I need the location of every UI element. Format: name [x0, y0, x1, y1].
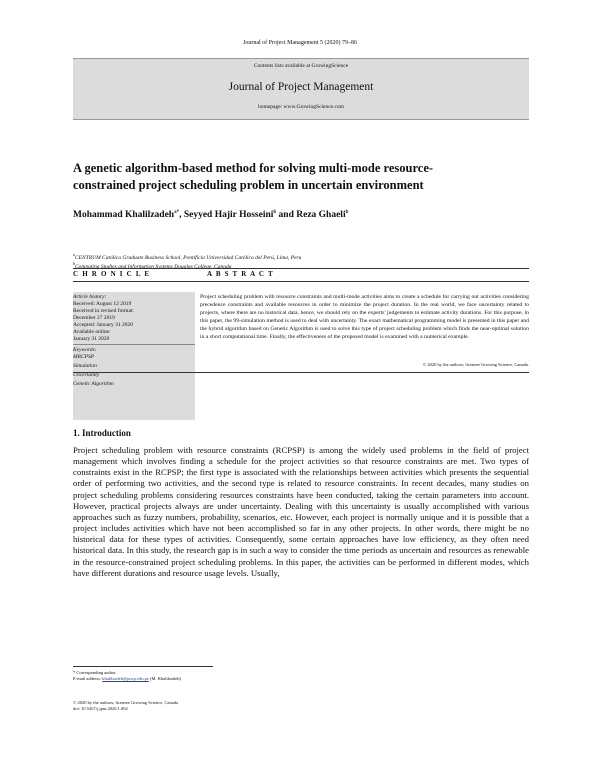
paper-title	[73, 160, 529, 194]
abstract-header: A B S T R A C T	[207, 270, 274, 278]
keyword-item: MRCPSP	[73, 354, 95, 360]
history-label: Article history:	[73, 294, 107, 300]
received-date: Received: August 12 2019	[73, 301, 132, 307]
author-sep-2: and	[276, 210, 297, 221]
chronicle-box	[73, 292, 195, 420]
revised-date: December 27 2019	[73, 315, 115, 321]
revised-label: Received in revised format:	[73, 308, 134, 314]
chronicle-header: C H R O N I C L E	[73, 270, 151, 278]
accepted-date: Accepted: January 31 2020	[73, 322, 134, 328]
keywords-label: Keywords:	[73, 347, 97, 353]
affiliation-b-text: Computing Studies and Information Systems Douglas College, Canada	[75, 263, 232, 270]
contents-note: Contents lists available at GrowingScience	[253, 63, 349, 69]
chronicle-divider	[73, 344, 195, 345]
abstract-rule	[73, 372, 529, 373]
header-rule-top	[73, 268, 529, 269]
journal-banner	[73, 58, 529, 120]
title-line-2: constrained project scheduling problem in uncertain environment	[73, 178, 424, 192]
abstract-copyright: © 2020 by the authors; licensee Growing Science, Canada.	[422, 362, 529, 367]
keyword-item: Uncertainty	[73, 372, 100, 378]
online-label: Available online:	[73, 329, 111, 335]
email-link[interactable]: khalilzadeh@pucp.edu.pe	[102, 676, 149, 681]
abstract-text: Project scheduling problem with resource constraints and multi-mode activities aims to create a schedule for carrying out activities considering precedence constraints and available resources in order to minimize the project duration. In the real world, we face uncertainty related to projects, where there are no historical data, hence, we should rely on the experts' judgements to estimate activity durations. For this purpose, in this paper, the 99-simulation method is used to deal with uncertainty. The exact mathematical programming model is presented in this paper and the hybrid algorithm based on Genetic Algorithm is used to solve this type of project scheduling problem which finds the near-optimal solution in a short computational time. Finally, the effectiveness of the proposed model is examined with a numerical example.	[200, 294, 529, 341]
journal-homepage[interactable]: homepage: www.GrowingScience.com	[258, 104, 344, 110]
keyword-item: Genetic Algorithm	[73, 381, 114, 387]
author-3: Reza Ghaeli	[296, 210, 346, 221]
email-line	[73, 676, 181, 682]
running-head: Journal of Project Management 5 (2020) 79–86	[243, 40, 357, 46]
affiliation-b-sup: b	[73, 261, 75, 266]
footnote-rule	[73, 666, 213, 667]
author-1-sup: a*	[174, 210, 180, 215]
affiliation-a-text: CENTRUM Católica Graduate Business School, Pontificia Universidad Católica del Perú, Lima, Peru	[75, 254, 302, 261]
title-line-1: A genetic algorithm-based method for solving multi-mode resource-	[73, 161, 434, 175]
online-date: January 31 2020	[73, 336, 110, 342]
email-label: E-mail address:	[73, 676, 103, 681]
author-list	[73, 210, 529, 220]
header-rule-bottom	[73, 281, 529, 282]
section-title-introduction: 1. Introduction	[73, 428, 131, 438]
footer-doi: doi: 10.5267/j.jpm.2020.1.002	[73, 706, 128, 711]
footer-copyright: © 2020 by the authors; licensee Growing Science, Canada	[73, 700, 179, 705]
affiliation-a	[73, 252, 301, 261]
corresponding-note: * Corresponding author.	[73, 670, 117, 675]
author-2: Seyyed Hajir Hosseini	[183, 210, 274, 221]
introduction-text: Project scheduling problem with resource constraints (RCPSP) is among the widely used problems in the field of project management which involves finding a schedule for the project activities so that resource constraints are met. Two types of constraints exist in the RCPSP; the first type is associated with the relationships between activities which presents the sequential order of performing two activities, and the second type is related to resource constraints. In recent decades, many studies on project scheduling problems considering resources constraints have been conducted, taking the certain parameters into account. However, practical projects always are under uncertainty. Dealing with this uncertainty is usually accomplished with various approaches such as fuzzy numbers, probability, scenarios, etc. However, each project is normally unique and it is possible that a project includes activities which have not been accomplished so far in any other projects. In other words, there might be no historical data for these types of activities. Consequently, some certain approaches have low efficiency, as they often need historical data. In this study, the research gap is in such a way to consider the time periods as uncertain and resources as renewable in the resource-constrained project scheduling problems. In this paper, the activities can be performed in different modes, which have different durations and resource usage levels. Usually,	[73, 445, 529, 578]
email-suffix: (M. Khalilzadeh)	[148, 676, 182, 681]
author-3-sup: b	[345, 210, 349, 215]
affiliation-a-sup: a	[73, 252, 75, 257]
journal-title: Journal of Project Management	[228, 81, 374, 93]
author-sep-1: ,	[179, 210, 184, 221]
author-1: Mohammad Khalilzadeh	[73, 210, 175, 221]
author-2-sup: b	[273, 210, 277, 215]
keyword-item: Simulation	[73, 363, 97, 369]
